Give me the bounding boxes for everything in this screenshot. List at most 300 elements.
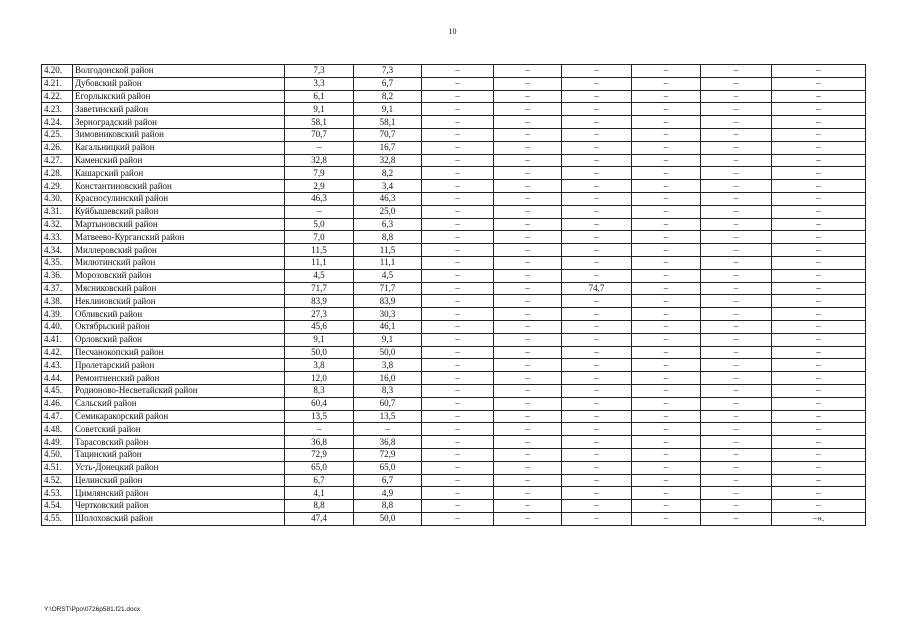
value-col-9: –	[701, 384, 772, 397]
value-col-5: –	[422, 320, 494, 333]
value-col-3: 11,5	[285, 244, 354, 257]
table-row	[42, 192, 866, 205]
value-col-7: 74,7	[562, 282, 632, 295]
value-col-4: 16,7	[354, 141, 422, 154]
value-col-8: –	[632, 372, 701, 385]
value-col-7: –	[562, 487, 632, 500]
value-col-8: –	[632, 269, 701, 282]
table-row	[42, 244, 866, 257]
row-number: 4.47.	[42, 410, 73, 423]
table-row	[42, 423, 866, 436]
value-col-5: –	[422, 103, 494, 116]
row-number: 4.52.	[42, 474, 73, 487]
value-col-10: –	[772, 231, 866, 244]
value-col-9: –	[701, 180, 772, 193]
value-col-10: –	[772, 256, 866, 269]
value-col-8: –	[632, 141, 701, 154]
value-col-10: –	[772, 333, 866, 346]
value-col-9: –	[701, 154, 772, 167]
value-col-6: –	[494, 167, 562, 180]
district-name: Октябрьский район	[73, 320, 285, 333]
value-col-5: –	[422, 65, 494, 78]
district-name: Пролетарский район	[73, 359, 285, 372]
value-col-5: –	[422, 128, 494, 141]
value-col-3: 3,3	[285, 77, 354, 90]
value-col-6: –	[494, 231, 562, 244]
value-col-3: 72,9	[285, 448, 354, 461]
value-col-9: –	[701, 90, 772, 103]
row-number: 4.37.	[42, 282, 73, 295]
value-col-8: –	[632, 128, 701, 141]
value-col-7: –	[562, 205, 632, 218]
row-number: 4.33.	[42, 231, 73, 244]
district-name: Кагальницкий район	[73, 141, 285, 154]
value-col-8: –	[632, 103, 701, 116]
district-name: Тацинский район	[73, 448, 285, 461]
value-col-4: 30,3	[354, 308, 422, 321]
value-col-9: –	[701, 474, 772, 487]
value-col-8: –	[632, 448, 701, 461]
value-col-8: –	[632, 359, 701, 372]
table-row	[42, 128, 866, 141]
value-col-6: –	[494, 295, 562, 308]
value-col-6: –	[494, 192, 562, 205]
value-col-5: –	[422, 141, 494, 154]
value-col-6: –	[494, 128, 562, 141]
district-name: Куйбышевский район	[73, 205, 285, 218]
value-col-4: 36,8	[354, 436, 422, 449]
value-col-5: –	[422, 500, 494, 513]
value-col-6: –	[494, 333, 562, 346]
value-col-10: –	[772, 436, 866, 449]
value-col-10: –	[772, 461, 866, 474]
value-col-9: –	[701, 205, 772, 218]
value-col-10: –	[772, 128, 866, 141]
value-col-4: 3,4	[354, 180, 422, 193]
value-col-3: 9,1	[285, 333, 354, 346]
table-row	[42, 103, 866, 116]
value-col-7: –	[562, 128, 632, 141]
value-col-9: –	[701, 333, 772, 346]
value-col-6: –	[494, 384, 562, 397]
value-col-10: –	[772, 295, 866, 308]
value-col-5: –	[422, 116, 494, 129]
value-col-6: –	[494, 461, 562, 474]
value-col-4: 50,0	[354, 512, 422, 525]
district-name: Тарасовский район	[73, 436, 285, 449]
table-body	[42, 65, 866, 526]
value-col-10: –	[772, 218, 866, 231]
value-col-4: 11,5	[354, 244, 422, 257]
value-col-10: –	[772, 90, 866, 103]
value-col-7: –	[562, 218, 632, 231]
district-name: Зимовниковский район	[73, 128, 285, 141]
value-col-5: –	[422, 167, 494, 180]
value-col-9: –	[701, 372, 772, 385]
value-col-5: –	[422, 410, 494, 423]
row-number: 4.38.	[42, 295, 73, 308]
value-col-6: –	[494, 359, 562, 372]
value-col-7: –	[562, 512, 632, 525]
value-col-9: –	[701, 512, 772, 525]
value-col-6: –	[494, 474, 562, 487]
value-col-8: –	[632, 282, 701, 295]
value-col-10: –	[772, 180, 866, 193]
district-name: Советский район	[73, 423, 285, 436]
value-col-4: 3,8	[354, 359, 422, 372]
value-col-4: 8,2	[354, 90, 422, 103]
value-col-9: –	[701, 295, 772, 308]
district-name: Мартыновский район	[73, 218, 285, 231]
value-col-7: –	[562, 77, 632, 90]
row-number: 4.22.	[42, 90, 73, 103]
value-col-7: –	[562, 256, 632, 269]
table-row	[42, 167, 866, 180]
value-col-7: –	[562, 461, 632, 474]
row-number: 4.41.	[42, 333, 73, 346]
table-row	[42, 269, 866, 282]
value-col-3: 50,0	[285, 346, 354, 359]
district-name: Чертковский район	[73, 500, 285, 513]
value-col-4: 58,1	[354, 116, 422, 129]
value-col-4: 25,0	[354, 205, 422, 218]
value-col-6: –	[494, 256, 562, 269]
value-col-7: –	[562, 141, 632, 154]
value-col-5: –	[422, 461, 494, 474]
district-name: Неклиновский район	[73, 295, 285, 308]
table-row	[42, 397, 866, 410]
value-col-3: 12,0	[285, 372, 354, 385]
value-col-8: –	[632, 384, 701, 397]
value-col-9: –	[701, 410, 772, 423]
value-col-10: –	[772, 500, 866, 513]
table-row	[42, 231, 866, 244]
table-row	[42, 346, 866, 359]
value-col-8: –	[632, 77, 701, 90]
value-col-3: –	[285, 205, 354, 218]
value-col-10: –	[772, 359, 866, 372]
district-name: Заветинский район	[73, 103, 285, 116]
value-col-6: –	[494, 346, 562, 359]
district-name: Цимлянский район	[73, 487, 285, 500]
district-name: Ремонтненский район	[73, 372, 285, 385]
value-col-5: –	[422, 487, 494, 500]
value-col-9: –	[701, 500, 772, 513]
value-col-7: –	[562, 244, 632, 257]
value-col-9: –	[701, 256, 772, 269]
value-col-10: –».	[772, 512, 866, 525]
value-col-9: –	[701, 320, 772, 333]
value-col-9: –	[701, 487, 772, 500]
value-col-3: 60,4	[285, 397, 354, 410]
value-col-4: 71,7	[354, 282, 422, 295]
value-col-9: –	[701, 65, 772, 78]
value-col-4: 9,1	[354, 103, 422, 116]
table-row	[42, 436, 866, 449]
value-col-10: –	[772, 103, 866, 116]
value-col-3: 3,8	[285, 359, 354, 372]
value-col-3: 9,1	[285, 103, 354, 116]
value-col-5: –	[422, 90, 494, 103]
value-col-10: –	[772, 320, 866, 333]
value-col-10: –	[772, 372, 866, 385]
value-col-3: 27,3	[285, 308, 354, 321]
value-col-4: 8,8	[354, 500, 422, 513]
district-name: Каменский район	[73, 154, 285, 167]
value-col-3: 83,9	[285, 295, 354, 308]
value-col-8: –	[632, 256, 701, 269]
value-col-8: –	[632, 205, 701, 218]
value-col-6: –	[494, 154, 562, 167]
value-col-10: –	[772, 308, 866, 321]
value-col-7: –	[562, 436, 632, 449]
value-col-8: –	[632, 295, 701, 308]
value-col-5: –	[422, 346, 494, 359]
value-col-5: –	[422, 192, 494, 205]
value-col-6: –	[494, 77, 562, 90]
value-col-5: –	[422, 436, 494, 449]
value-col-6: –	[494, 500, 562, 513]
value-col-4: 50,0	[354, 346, 422, 359]
value-col-7: –	[562, 308, 632, 321]
value-col-6: –	[494, 244, 562, 257]
district-name: Дубовский район	[73, 77, 285, 90]
value-col-7: –	[562, 448, 632, 461]
table-row	[42, 500, 866, 513]
value-col-9: –	[701, 116, 772, 129]
value-col-9: –	[701, 397, 772, 410]
value-col-10: –	[772, 65, 866, 78]
value-col-9: –	[701, 167, 772, 180]
value-col-9: –	[701, 359, 772, 372]
value-col-3: 7,3	[285, 65, 354, 78]
table-row	[42, 448, 866, 461]
value-col-9: –	[701, 192, 772, 205]
value-col-8: –	[632, 500, 701, 513]
row-number: 4.50.	[42, 448, 73, 461]
value-col-7: –	[562, 346, 632, 359]
value-col-10: –	[772, 474, 866, 487]
value-col-4: 16,0	[354, 372, 422, 385]
row-number: 4.23.	[42, 103, 73, 116]
value-col-7: –	[562, 474, 632, 487]
value-col-4: 83,9	[354, 295, 422, 308]
value-col-4: 6,7	[354, 474, 422, 487]
table-row	[42, 333, 866, 346]
value-col-5: –	[422, 308, 494, 321]
value-col-6: –	[494, 487, 562, 500]
district-name: Красносулинский район	[73, 192, 285, 205]
row-number: 4.44.	[42, 372, 73, 385]
value-col-6: –	[494, 436, 562, 449]
value-col-7: –	[562, 269, 632, 282]
value-col-8: –	[632, 320, 701, 333]
value-col-9: –	[701, 448, 772, 461]
row-number: 4.35.	[42, 256, 73, 269]
value-col-5: –	[422, 154, 494, 167]
value-col-6: –	[494, 320, 562, 333]
value-col-3: 36,8	[285, 436, 354, 449]
value-col-8: –	[632, 461, 701, 474]
value-col-3: 47,4	[285, 512, 354, 525]
value-col-3: 7,9	[285, 167, 354, 180]
value-col-3: 5,0	[285, 218, 354, 231]
value-col-10: –	[772, 423, 866, 436]
value-col-4: 6,7	[354, 77, 422, 90]
value-col-3: 7,0	[285, 231, 354, 244]
value-col-3: 13,5	[285, 410, 354, 423]
value-col-5: –	[422, 269, 494, 282]
value-col-4: 7,3	[354, 65, 422, 78]
value-col-5: –	[422, 359, 494, 372]
value-col-6: –	[494, 180, 562, 193]
value-col-7: –	[562, 103, 632, 116]
value-col-10: –	[772, 487, 866, 500]
value-col-6: –	[494, 423, 562, 436]
value-col-3: 2,9	[285, 180, 354, 193]
row-number: 4.40.	[42, 320, 73, 333]
value-col-5: –	[422, 244, 494, 257]
value-col-4: 4,9	[354, 487, 422, 500]
value-col-10: –	[772, 192, 866, 205]
page-number: 10	[448, 27, 457, 36]
value-col-6: –	[494, 308, 562, 321]
value-col-9: –	[701, 269, 772, 282]
value-col-7: –	[562, 333, 632, 346]
value-col-8: –	[632, 474, 701, 487]
value-col-8: –	[632, 436, 701, 449]
district-name: Орловский район	[73, 333, 285, 346]
value-col-5: –	[422, 180, 494, 193]
value-col-3: 4,5	[285, 269, 354, 282]
value-col-5: –	[422, 372, 494, 385]
value-col-5: –	[422, 77, 494, 90]
table-row	[42, 116, 866, 129]
value-col-9: –	[701, 103, 772, 116]
value-col-3: 71,7	[285, 282, 354, 295]
value-col-6: –	[494, 103, 562, 116]
value-col-4: 13,5	[354, 410, 422, 423]
value-col-6: –	[494, 116, 562, 129]
value-col-10: –	[772, 77, 866, 90]
row-number: 4.27.	[42, 154, 73, 167]
value-col-3: 46,3	[285, 192, 354, 205]
table-row	[42, 410, 866, 423]
table-row	[42, 180, 866, 193]
value-col-5: –	[422, 397, 494, 410]
value-col-8: –	[632, 512, 701, 525]
value-col-9: –	[701, 218, 772, 231]
value-col-7: –	[562, 320, 632, 333]
row-number: 4.46.	[42, 397, 73, 410]
value-col-8: –	[632, 154, 701, 167]
value-col-6: –	[494, 65, 562, 78]
value-col-9: –	[701, 346, 772, 359]
district-name: Усть-Донецкий район	[73, 461, 285, 474]
value-col-7: –	[562, 384, 632, 397]
value-col-6: –	[494, 372, 562, 385]
value-col-10: –	[772, 448, 866, 461]
district-name: Морозовский район	[73, 269, 285, 282]
value-col-8: –	[632, 218, 701, 231]
value-col-5: –	[422, 384, 494, 397]
value-col-10: –	[772, 346, 866, 359]
table-row	[42, 154, 866, 167]
district-name: Кашарский район	[73, 167, 285, 180]
table-row	[42, 474, 866, 487]
value-col-3: –	[285, 423, 354, 436]
value-col-4: 4,5	[354, 269, 422, 282]
value-col-4: 11,1	[354, 256, 422, 269]
value-col-3: –	[285, 141, 354, 154]
value-col-10: –	[772, 410, 866, 423]
value-col-9: –	[701, 244, 772, 257]
table-row	[42, 384, 866, 397]
value-col-7: –	[562, 180, 632, 193]
table-row	[42, 320, 866, 333]
value-col-8: –	[632, 167, 701, 180]
value-col-9: –	[701, 308, 772, 321]
value-col-7: –	[562, 65, 632, 78]
value-col-3: 58,1	[285, 116, 354, 129]
value-col-7: –	[562, 192, 632, 205]
value-col-10: –	[772, 116, 866, 129]
value-col-7: –	[562, 295, 632, 308]
value-col-5: –	[422, 423, 494, 436]
table-row	[42, 218, 866, 231]
value-col-9: –	[701, 436, 772, 449]
value-col-8: –	[632, 244, 701, 257]
table-row	[42, 141, 866, 154]
district-name: Миллеровский район	[73, 244, 285, 257]
table-row	[42, 205, 866, 218]
value-col-4: –	[354, 423, 422, 436]
value-col-7: –	[562, 410, 632, 423]
value-col-6: –	[494, 397, 562, 410]
value-col-5: –	[422, 474, 494, 487]
table-row	[42, 77, 866, 90]
district-name: Родионово-Несветайский район	[73, 384, 285, 397]
value-col-5: –	[422, 512, 494, 525]
table-row	[42, 359, 866, 372]
row-number: 4.31.	[42, 205, 73, 218]
district-name: Зерноградский район	[73, 116, 285, 129]
value-col-6: –	[494, 205, 562, 218]
row-number: 4.29.	[42, 180, 73, 193]
value-col-5: –	[422, 218, 494, 231]
value-col-6: –	[494, 448, 562, 461]
table-row	[42, 282, 866, 295]
value-col-7: –	[562, 500, 632, 513]
row-number: 4.53.	[42, 487, 73, 500]
value-col-10: –	[772, 384, 866, 397]
value-col-3: 45,6	[285, 320, 354, 333]
value-col-4: 8,2	[354, 167, 422, 180]
value-col-8: –	[632, 90, 701, 103]
value-col-4: 8,8	[354, 231, 422, 244]
district-name: Сальский район	[73, 397, 285, 410]
row-number: 4.54.	[42, 500, 73, 513]
district-name: Семикаракорский район	[73, 410, 285, 423]
row-number: 4.34.	[42, 244, 73, 257]
value-col-9: –	[701, 461, 772, 474]
table-row	[42, 65, 866, 78]
value-col-9: –	[701, 231, 772, 244]
value-col-4: 65,0	[354, 461, 422, 474]
row-number: 4.48.	[42, 423, 73, 436]
table-row	[42, 308, 866, 321]
value-col-10: –	[772, 167, 866, 180]
